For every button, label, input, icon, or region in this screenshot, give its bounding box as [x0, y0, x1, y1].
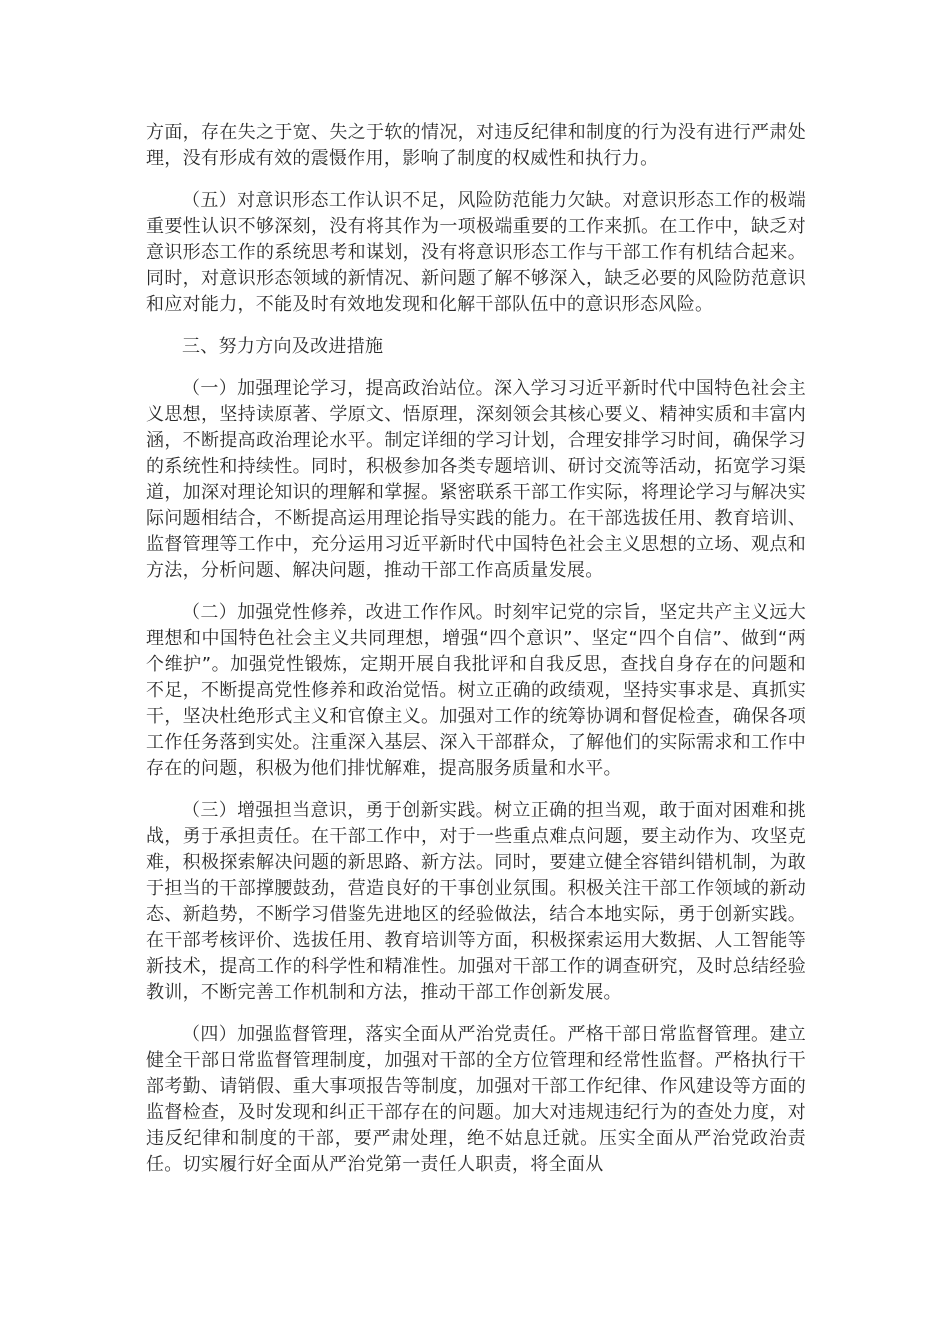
paragraph-measure-one-theory-study: （一）加强理论学习，提高政治站位。深入学习习近平新时代中国特色社会主义思想，坚持读原著、学原文、悟原理，深刻领会其核心要义、精神实质和丰富内涵，不断提高政治理论水平。制定详细的学习计划，合理安排学习时间，确保学习的系统性和持续性。同时，积极参加各类专题培训、研讨交流等活动，拓宽学习渠道，加深对理论知识的理解和掌握。紧密联系干部工作实际，将理论学习与解决实际问题相结合，不断提高运用理论指导实践的能力。在干部选拔任用、教育培训、监督管理等工作中，充分运用习近平新时代中国特色社会主义思想的立场、观点和方法，分析问题、解决问题，推动干部工作高质量发展。 [146, 378, 806, 581]
paragraph-measure-three-innovation: （三）增强担当意识，勇于创新实践。树立正确的担当观，敢于面对困难和挑战，勇于承担责任。在干部工作中，对于一些重点难点问题，要主动作为、攻坚克难，积极探索解决问题的新思路、新方法。同时，要建立健全容错纠错机制，为敢于担当的干部撑腰鼓劲，营造良好的干事创业氛围。积极关注干部工作领域的新动态、新趋势，不断学习借鉴先进地区的经验做法，结合本地实际，勇于创新实践。在干部考核评价、选拔任用、教育培训等方面，积极探索运用大数据、人工智能等新技术，提高工作的科学性和精准性。加强对干部工作的调查研究，及时总结经验教训，不断完善工作机制和方法，推动干部工作创新发展。 [146, 800, 806, 1003]
paragraph-measure-two-party-spirit: （二）加强党性修养，改进工作作风。时刻牢记党的宗旨，坚定共产主义远大理想和中国特色社会主义共同理想，增强“四个意识”、坚定“四个自信”、做到“两个维护”。加强党性锻炼，定期开展自我批评和自我反思，查找自身存在的问题和不足，不断提高党性修养和政治觉悟。树立正确的政绩观，坚持实事求是、真抓实干，坚决杜绝形式主义和官僚主义。加强对工作的统筹协调和督促检查，确保各项工作任务落到实处。注重深入基层、深入干部群众，了解他们的实际需求和工作中存在的问题，积极为他们排忧解难，提高服务质量和水平。 [146, 602, 806, 779]
paragraph-measure-four-supervision: （四）加强监督管理，落实全面从严治党责任。严格干部日常监督管理。建立健全干部日常监督管理制度，加强对干部的全方位管理和经常性监督。严格执行干部考勤、请销假、重大事项报告等制度，加强对干部工作纪律、作风建设等方面的监督检查，及时发现和纠正干部存在的问题。加大对违规违纪行为的查处力度，对违反纪律和制度的干部，要严肃处理，绝不姑息迁就。压实全面从严治党政治责任。切实履行好全面从严治党第一责任人职责，将全面从 [146, 1024, 806, 1175]
paragraph-continuation: 方面，存在失之于宽、失之于软的情况，对违反纪律和制度的行为没有进行严肃处理，没有形成有效的震慑作用，影响了制度的权威性和执行力。 [146, 122, 806, 169]
document-body [146, 120, 806, 1194]
section-heading-improvement-measures: 三、努力方向及改进措施 [182, 336, 384, 357]
paragraph-item-five-ideology: （五）对意识形态工作认识不足，风险防范能力欠缺。对意识形态工作的极端重要性认识不够深刻，没有将其作为一项极端重要的工作来抓。在工作中，缺乏对意识形态工作的系统思考和谋划，没有将意识形态工作与干部工作有机结合起来。同时，对意识形态领域的新情况、新问题了解不够深入，缺乏必要的风险防范意识和应对能力，不能及时有效地发现和化解干部队伍中的意识形态风险。 [146, 190, 806, 315]
